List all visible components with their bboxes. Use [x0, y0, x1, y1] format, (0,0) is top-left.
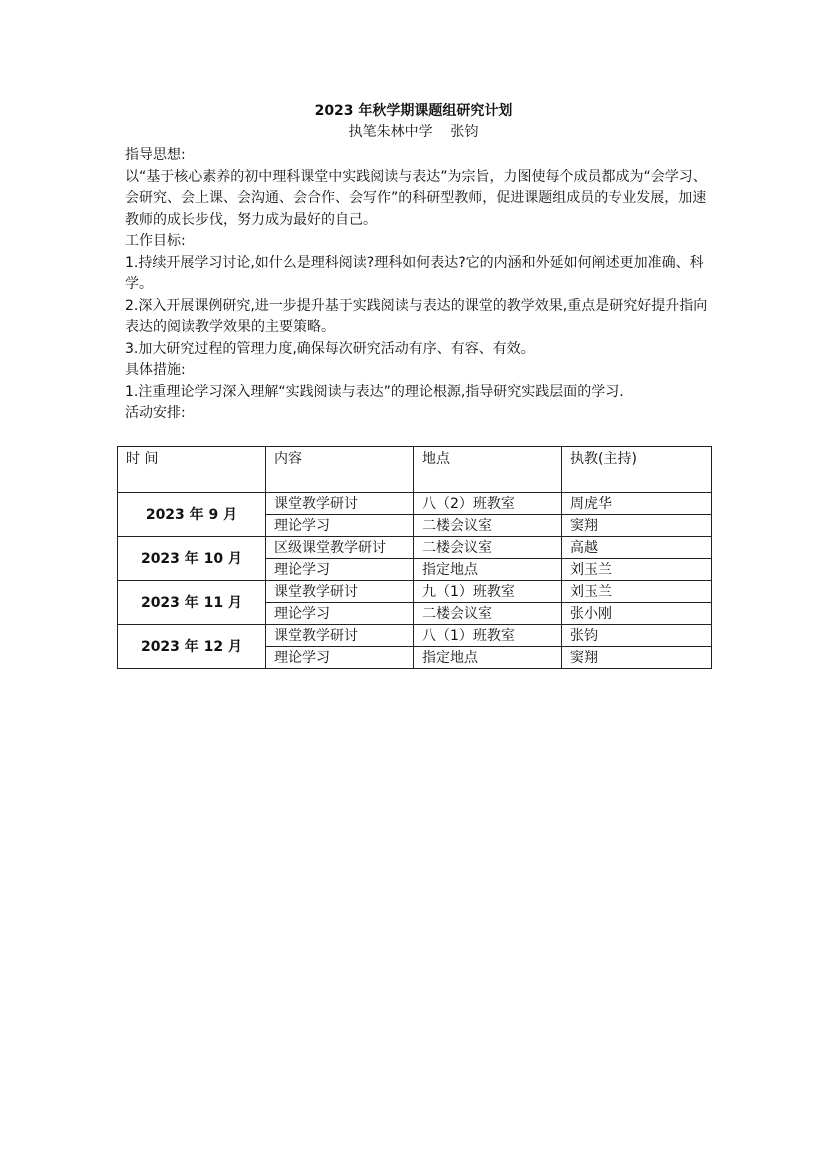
host-cell: 窦翔 [562, 647, 712, 669]
content-cell: 理论学习 [266, 515, 414, 537]
table-header-row [118, 447, 712, 493]
host-cell: 张钧 [562, 625, 712, 647]
document-title: 2023 年秋学期课题组研究计划 [314, 103, 513, 119]
table-row [118, 537, 712, 559]
schedule-table [117, 446, 712, 669]
host-cell: 张小刚 [562, 603, 712, 625]
header-host: 执教(主持) [562, 447, 712, 493]
measures-heading: 具体措施: [125, 362, 186, 378]
measure-item: 1.注重理论学习深入理解“实践阅读与表达”的理论根源,指导研究实践层面的学习. [125, 383, 624, 400]
guiding-text: 以“基于核心素养的初中理科课堂中实践阅读与表达”为宗旨，力图使每个成员都成为“会学习、会研究、会上课、会沟通、会合作、会写作”的科研型教师，促进课题组成员的专业发展，加速教师的成长步伐，努力成为最好的自己。 [125, 168, 707, 228]
host-cell: 刘玉兰 [562, 581, 712, 603]
place-cell: 八（2）班教室 [414, 493, 562, 515]
host-cell: 窦翔 [562, 515, 712, 537]
table-row [118, 581, 712, 603]
host-cell: 刘玉兰 [562, 559, 712, 581]
content-cell: 区级课堂教学研讨 [266, 537, 414, 559]
content-cell: 理论学习 [266, 603, 414, 625]
table-row [118, 625, 712, 647]
host-cell: 周虎华 [562, 493, 712, 515]
content-cell: 理论学习 [266, 647, 414, 669]
month-cell: 2023 年 11 月 [118, 581, 266, 625]
place-cell: 二楼会议室 [414, 603, 562, 625]
header-content: 内容 [266, 447, 414, 493]
document-subtitle: 执笔朱林中学 张钧 [348, 124, 479, 140]
content-cell: 课堂教学研讨 [266, 493, 414, 515]
month-cell: 2023 年 12 月 [118, 625, 266, 669]
place-cell: 九（1）班教室 [414, 581, 562, 603]
month-cell: 2023 年 10 月 [118, 537, 266, 581]
table-row [118, 493, 712, 515]
place-cell: 指定地点 [414, 559, 562, 581]
goal-item: 2.深入开展课例研究,进一步提升基于实践阅读与表达的课堂的教学效果,重点是研究好提升指向表达的阅读教学效果的主要策略。 [125, 297, 708, 335]
place-cell: 二楼会议室 [414, 515, 562, 537]
header-time: 时 间 [118, 447, 266, 493]
place-cell: 二楼会议室 [414, 537, 562, 559]
goal-item: 3.加大研究过程的管理力度,确保每次研究活动有序、有容、有效。 [125, 340, 535, 357]
content-cell: 理论学习 [266, 559, 414, 581]
place-cell: 八（1）班教室 [414, 625, 562, 647]
goals-heading: 工作目标: [125, 233, 186, 249]
header-place: 地点 [414, 447, 562, 493]
place-cell: 指定地点 [414, 647, 562, 669]
document-body [125, 145, 711, 425]
month-cell: 2023 年 9 月 [118, 493, 266, 537]
goal-item: 1.持续开展学习讨论,如什么是理科阅读?理科如何表达?它的内涵和外延如何阐述更加准确、科学。 [125, 254, 704, 292]
content-cell: 课堂教学研讨 [266, 625, 414, 647]
guiding-heading: 指导思想: [125, 147, 186, 163]
content-cell: 课堂教学研讨 [266, 581, 414, 603]
host-cell: 高越 [562, 537, 712, 559]
schedule-heading: 活动安排: [125, 405, 186, 421]
